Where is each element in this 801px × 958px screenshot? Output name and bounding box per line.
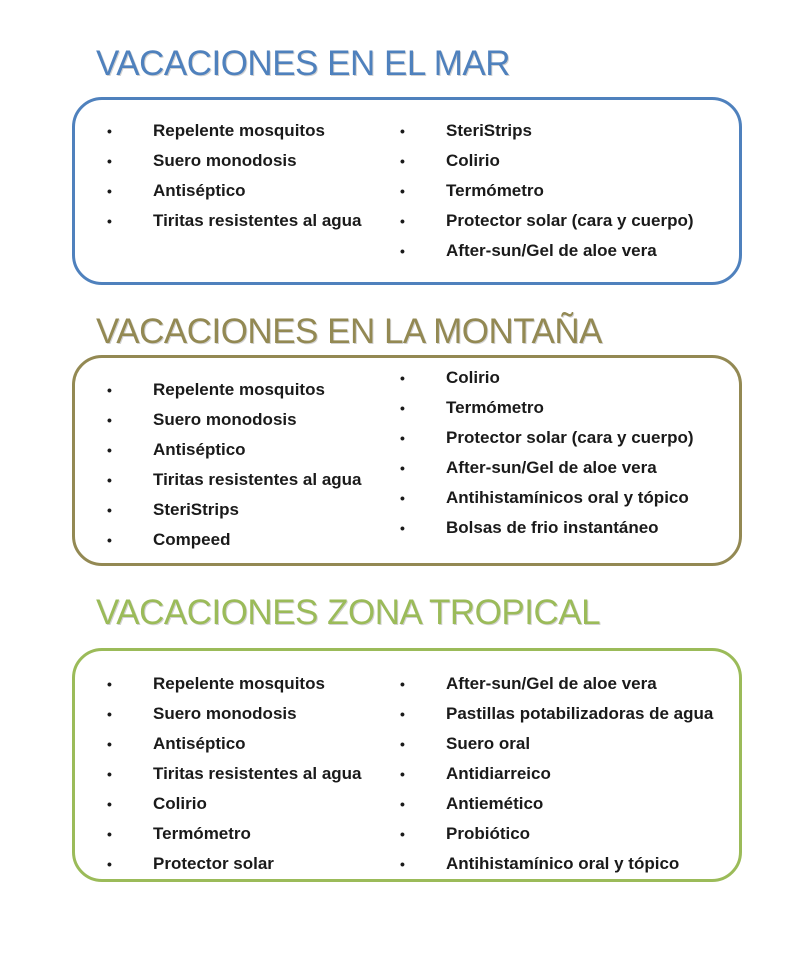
list-item [400,483,694,513]
section-box-mountain [72,355,742,566]
bullet-icon: • [400,123,405,139]
bullet-icon: • [107,442,112,458]
list-left-sea [107,116,362,236]
list-item-label: Probiótico [446,824,531,843]
section-title-sea: VACACIONES EN EL MAR [96,44,510,83]
list-item [400,206,694,236]
list-item-label: Suero monodosis [153,410,297,429]
list-item [400,729,713,759]
list-item [400,699,714,729]
list-item-label: Antiséptico [153,440,246,459]
list-right-sea [400,116,694,266]
bullet-icon: • [400,430,405,446]
list-item-label: Protector solar [153,854,274,873]
list-item-label: Compeed [153,530,231,549]
bullet-icon: • [400,520,405,536]
bullet-icon: • [107,183,112,199]
list-item-label: After-sun/Gel de aloe vera [446,458,657,477]
bullet-icon: • [107,472,112,488]
bullet-icon: • [400,826,405,842]
list-item-label: Colirio [446,368,500,387]
list-item [400,759,713,789]
list-item-label: Antihistamínicos oral y tópico [446,488,689,507]
list-left-tropical [107,669,362,879]
list-item [400,669,713,699]
list-right-mountain [400,363,694,543]
bullet-icon: • [107,736,112,752]
bullet-icon: • [400,766,405,782]
bullet-icon: • [400,460,405,476]
list-item [107,465,362,495]
section-title-tropical: VACACIONES ZONA TROPICAL [96,593,601,632]
bullet-icon: • [107,502,112,518]
list-item [107,525,362,555]
list-item [107,435,362,465]
list-item [107,669,362,699]
bullet-icon: • [400,736,405,752]
section-box-tropical [72,648,742,882]
list-item-label: Tiritas resistentes al agua [153,764,362,783]
list-item-label: Colirio [153,794,207,813]
list-item-label: Protector solar (cara y cuerpo) [446,428,694,447]
bullet-icon: • [400,706,405,722]
list-item [107,206,362,236]
bullet-icon: • [107,382,112,398]
bullet-icon: • [400,676,405,692]
bullet-icon: • [400,370,405,386]
list-item [107,699,362,729]
list-item-label: Termómetro [446,398,544,417]
list-item-label: SteriStrips [153,500,239,519]
bullet-icon: • [400,490,405,506]
list-item-label: After-sun/Gel de aloe vera [446,674,657,693]
list-item-label: Bolsas de frio instantáneo [446,518,659,537]
bullet-icon: • [400,153,405,169]
list-item-label: Repelente mosquitos [153,674,325,693]
list-item-label: Repelente mosquitos [153,121,325,140]
section-title-mountain: VACACIONES EN LA MONTAÑA [96,312,602,351]
list-item-label: Antiemético [446,794,544,813]
list-item [400,513,694,543]
list-item-label: Tiritas resistentes al agua [153,470,362,489]
list-item [107,819,362,849]
list-item [400,789,713,819]
list-item-label: SteriStrips [446,121,532,140]
list-item [107,789,362,819]
list-item [400,146,694,176]
bullet-icon: • [107,153,112,169]
list-item-label: Suero monodosis [153,704,297,723]
list-item-label: Colirio [446,151,500,170]
list-item [107,729,362,759]
list-item [400,453,694,483]
list-item-label: Antiséptico [153,181,246,200]
list-item [400,116,694,146]
list-item-label: Termómetro [446,181,544,200]
list-left-mountain [107,375,362,555]
list-item-label: Protector solar (cara y cuerpo) [446,211,694,230]
bullet-icon: • [107,706,112,722]
list-item [107,759,362,789]
bullet-icon: • [400,400,405,416]
bullet-icon: • [107,856,112,872]
bullet-icon: • [107,213,112,229]
bullet-icon: • [400,856,405,872]
list-item [107,176,362,206]
bullet-icon: • [107,532,112,548]
list-item [400,819,713,849]
section-box-sea [72,97,742,285]
list-right-tropical [400,669,714,879]
list-item-label: Pastillas potabilizadoras de agua [446,704,714,723]
bullet-icon: • [400,796,405,812]
list-item [400,363,694,393]
list-item [107,375,362,405]
list-item [107,495,362,525]
list-item-label: Tiritas resistentes al agua [153,211,362,230]
list-item [107,849,362,879]
list-item-label: Antidiarreico [446,764,551,783]
list-item [400,849,713,879]
list-item [107,116,362,146]
bullet-icon: • [107,766,112,782]
bullet-icon: • [107,826,112,842]
list-item [400,423,694,453]
bullet-icon: • [107,412,112,428]
list-item-label: Antiséptico [153,734,246,753]
bullet-icon: • [400,183,405,199]
list-item-label: Repelente mosquitos [153,380,325,399]
list-item [107,405,362,435]
list-item [400,176,694,206]
list-item-label: Antihistamínico oral y tópico [446,854,680,873]
list-item-label: After-sun/Gel de aloe vera [446,241,657,260]
bullet-icon: • [107,676,112,692]
bullet-icon: • [400,213,405,229]
list-item-label: Suero oral [446,734,531,753]
list-item [400,236,694,266]
list-item [107,146,362,176]
bullet-icon: • [400,243,405,259]
list-item [400,393,694,423]
list-item-label: Termómetro [153,824,251,843]
bullet-icon: • [107,123,112,139]
bullet-icon: • [107,796,112,812]
list-item-label: Suero monodosis [153,151,297,170]
